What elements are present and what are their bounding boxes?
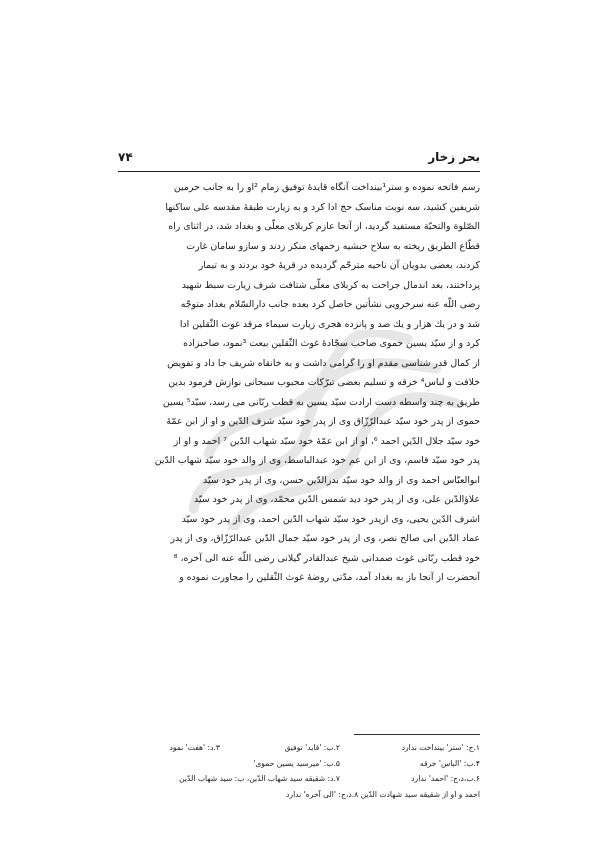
text-line: الصّلوة والتحیّة مستفید گردید، از آنجا عازم کربلای معلّی و بغداد شد، در اثنای راه — [168, 221, 480, 232]
text-line: رسم فاتحه نموده و ستر¹بینداخت آنگاه قایدۀ توفیق زمام ²او را به جانب حرمین — [173, 182, 480, 193]
text-line: کرد و از سیّد یسین حموی صاحب سجّادۀ غوث الثّقلین بیعت ³نمود، صاحبزاده — [183, 338, 480, 349]
text-line: خود سیّد جلال الدّین احمد ⁶، او از ابن عمّۀ خود سیّد شهاب الدّین ⁷ احمد و او از — [173, 435, 480, 447]
footnote: ۲.ب: 'قاید' توفیق — [284, 743, 340, 752]
text-line: ابوالعبّاس احمد وی از والد خود سیّد بدرالدّین حسن، وی از پدر خود سیّد — [203, 474, 480, 486]
text-line: آنحضرت از آنجا باز به بغداد آمد، مدّتی روضۀ غوث الثّقلین را مجاورت نموده و — [179, 572, 480, 583]
text-line: پدر خود سیّد قاسم، وی از ابن عم خود عبدالباسط، وی از والد خود سیّد شهاب الدّین — [154, 455, 480, 466]
text-line: اشرف الدّین یحیی، وی ازپدر خود سیّد شهاب الدّین احمد، وی از پدر خود سیّد — [181, 513, 480, 525]
text-line: خلافت و لباس⁴ خرقه و تسلیم بعضی تبرّکات محبوب سبحانی نوازش فرمود بدین — [168, 377, 480, 388]
text-line: طریق به چند واسطه دست ارادت سیّد یسین به قطب ربّانی می رسد، سیّد⁵ یسین — [162, 396, 480, 408]
footnote: ۳.د: 'هفت' نمود — [169, 743, 220, 752]
footnote: ۶.ب،د،ج: 'احمد' ندارد — [411, 774, 480, 783]
text-line: شد و در یك هزار و یك صد و پانزده هجری زیارت سیماء مرقد غوث الثّقلین ادا — [179, 318, 480, 330]
text-line: عماد الدّین ابی صالح نصر، وی از پدر خود سیّد جمال الدّین عبدالرّزّاق، وی از پدر — [170, 533, 480, 544]
text-line: حموی از پدر خود سیّد عبدالرّزّاق وی از پدر خود سیّد شرف الدّین و او از ابن عمّۀ — [166, 416, 480, 427]
footnote-continuation: احمد و او از شقیقه سید شهادت الدّین ۸.د،ج: 'الی آخره' ندارد — [286, 789, 480, 799]
footnote: ۷.د: شقیقه سید شهاب الدّین، ب: سید شهاب الدّین — [179, 774, 340, 783]
footnote-row — [118, 756, 480, 772]
text-line: شریفین کشید، سه نوبت مناسک حج ادا کرد و به زیارت طبقۀ مقدسه علی ساکنها — [165, 201, 480, 213]
footnote: ۵.ب: 'میرسید یسین حموی' — [253, 758, 340, 768]
text-line: قطّاع الطریق ریخته به سلاح حبشیه زخمهای منکر زدند و سازو سامان غارت — [186, 240, 480, 252]
text-line: از کمال قدر شناسی مقدم او را گرامی داشت و به خانقاه شریف جا داد و تفویض — [167, 357, 480, 369]
text-line: علاؤالدّین علی، وی از پدر خود دید شمس الدّین محمّد، وی از پدر خود سیّد — [194, 494, 480, 505]
footnote: ۴.ب: 'الباس' خرقه — [419, 758, 480, 768]
footnotes — [118, 740, 480, 802]
text-line: خود قطب ربّانی غوث صمدانی شیخ عبدالقادر گیلانی رضی اللّه عنه الی آخره، ⁸ — [173, 552, 480, 564]
text-line: کردند، بعضی بدویان آن ناحیه مترحّم گردیده در قریۀ خود بردند و به تیمار — [198, 260, 480, 271]
footnote-row — [118, 771, 480, 787]
footnote-row — [118, 740, 480, 756]
main-text — [118, 178, 480, 588]
running-title: بحر زخار — [428, 150, 480, 164]
footnote: ۱.ج: 'ستر' بینداخت ندارد — [401, 743, 480, 752]
running-header — [118, 150, 480, 168]
footnote-divider — [354, 734, 480, 735]
header-divider — [118, 171, 480, 172]
text-line: رضی اللّه عنه سرخرویی نشأتین حاصل کرد بعده جانب دارالسّلام بغداد متوجّه — [180, 299, 480, 310]
text-line: پرداختند، بعد اندمال جراحت به کربلای معلّی شتافت شرف زیارت سبط شهید — [181, 279, 480, 291]
page-number: ۷۴ — [118, 150, 133, 164]
